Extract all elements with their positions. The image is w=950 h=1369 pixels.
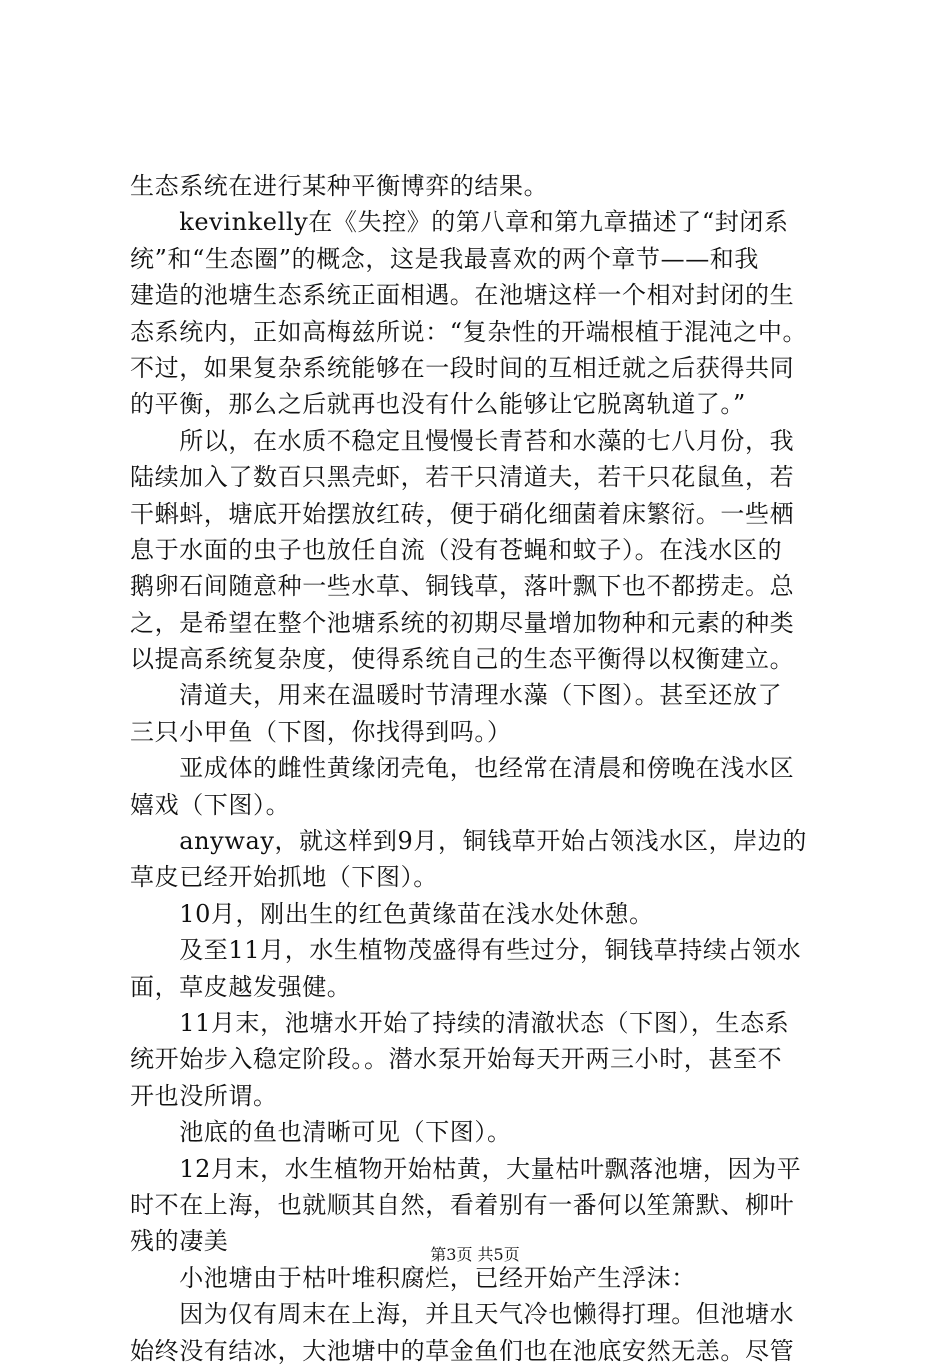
body-text bbox=[130, 168, 850, 1369]
text-line: 所以，在水质不稳定且慢慢长青苔和水藻的七八月份，我 bbox=[130, 426, 795, 455]
text-line: 残的凄美 bbox=[130, 1227, 229, 1256]
text-line: kevinkelly在《失控》的第八章和第九章描述了“封闭系 bbox=[130, 208, 789, 237]
text-line: 干蝌蚪，塘底开始摆放红砖，便于硝化细菌着床繁衍。一些栖 bbox=[130, 499, 795, 528]
text-line: 以提高系统复杂度，使得系统自己的生态平衡得以权衡建立。 bbox=[130, 645, 795, 674]
text-line: 的平衡，那么之后就再也没有什么能够让它脱离轨道了。” bbox=[130, 390, 746, 419]
text-line: 及至11月，水生植物茂盛得有些过分，铜钱草持续占领水 bbox=[130, 936, 802, 965]
text-line: 亚成体的雌性黄缘闭壳龟，也经常在清晨和傍晚在浅水区 bbox=[130, 754, 795, 783]
text-line: 面，草皮越发强健。 bbox=[130, 972, 352, 1001]
text-line: 三只小甲鱼（下图，你找得到吗。） bbox=[130, 717, 512, 746]
text-line: 态系统内，正如高梅兹所说：“复杂性的开端根植于混沌之中。 bbox=[130, 317, 808, 346]
text-line: 鹅卵石间随意种一些水草、铜钱草，落叶飘下也不都捞走。总 bbox=[130, 572, 795, 601]
text-line: 陆续加入了数百只黑壳虾，若干只清道夫，若干只花鼠鱼，若 bbox=[130, 463, 795, 492]
text-line: 11月末，池塘水开始了持续的清澈状态（下图），生态系 bbox=[130, 1008, 790, 1037]
text-line: 10月，刚出生的红色黄缘苗在浅水处休憩。 bbox=[130, 899, 654, 928]
text-line: 始终没有结冰，大池塘中的草金鱼们也在池底安然无恙。尽管 bbox=[130, 1336, 795, 1365]
text-line: 开也没所谓。 bbox=[130, 1081, 278, 1110]
page-footer bbox=[0, 1244, 950, 1266]
text-line: 池底的鱼也清晰可见（下图）。 bbox=[130, 1118, 512, 1147]
text-line: 嬉戏（下图）。 bbox=[130, 790, 291, 819]
text-line: 时不在上海，也就顺其自然，看着别有一番何以笙箫默、柳叶 bbox=[130, 1190, 795, 1219]
text-line: 因为仅有周末在上海，并且天气冷也懒得打理。但池塘水 bbox=[130, 1300, 795, 1329]
text-line: 统”和“生态圈”的概念，这是我最喜欢的两个章节——和我 bbox=[130, 244, 760, 273]
text-line: 草皮已经开始抓地（下图）。 bbox=[130, 863, 438, 892]
text-line: 小池塘由于枯叶堆积腐烂，已经开始产生浮沫： bbox=[130, 1263, 696, 1292]
text-line: 12月末，水生植物开始枯黄，大量枯叶飘落池塘，因为平 bbox=[130, 1154, 802, 1183]
text-line: 之，是希望在整个池塘系统的初期尽量增加物种和元素的种类 bbox=[130, 608, 795, 637]
text-line: 不过，如果复杂系统能够在一段时间的互相迁就之后获得共同 bbox=[130, 353, 795, 382]
text-line: 建造的池塘生态系统正面相遇。在池塘这样一个相对封闭的生 bbox=[130, 281, 795, 310]
text-line: 息于水面的虫子也放任自流（没有苍蝇和蚊子）。在浅水区的 bbox=[130, 535, 783, 564]
text-line: anyway，就这样到9月，铜钱草开始占领浅水区，岸边的 bbox=[130, 827, 808, 856]
text-line: 统开始步入稳定阶段。。潜水泵开始每天开两三小时，甚至不 bbox=[130, 1045, 783, 1074]
text-line: 生态系统在进行某种平衡博弈的结果。 bbox=[130, 172, 549, 200]
text-line: 清道夫，用来在温暖时节清理水藻（下图）。甚至还放了 bbox=[130, 681, 783, 710]
page-number-label: 第3页 共5页 bbox=[430, 1245, 520, 1264]
